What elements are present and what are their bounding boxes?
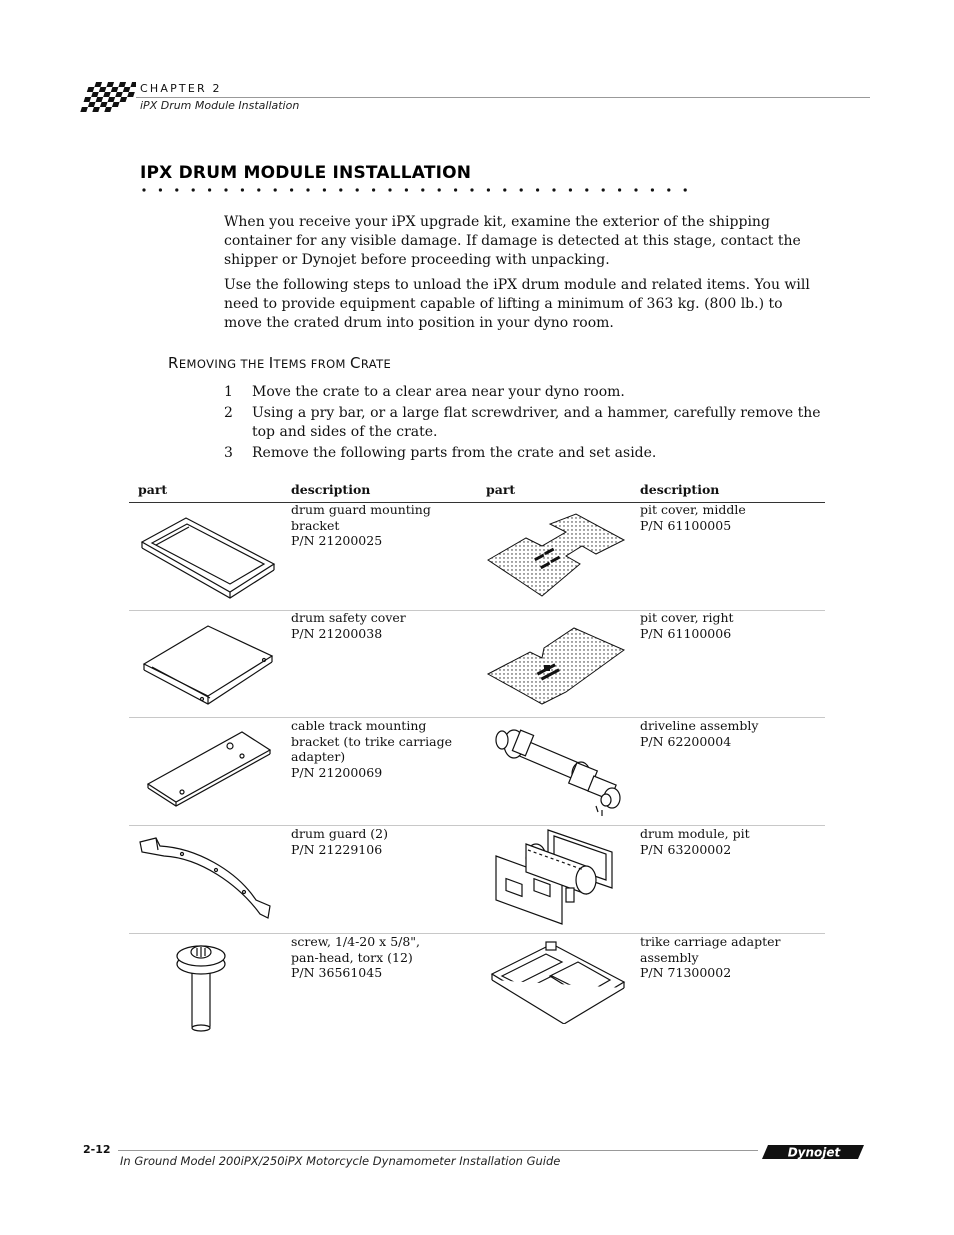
- part-description: screw, 1/4-20 x 5/8", pan-head, torx (12) P/N 36561045: [291, 934, 421, 980]
- drum-module-pit-image: [488, 828, 628, 926]
- drum-guard-image: [136, 834, 276, 924]
- trike-carriage-adapter-image: [488, 940, 628, 1024]
- rule-dot: [372, 188, 375, 191]
- header-rule: [136, 97, 870, 98]
- pit-cover-right-image: [486, 620, 626, 706]
- cable-track-mounting-bracket-image: [138, 726, 278, 810]
- rule-dot: [684, 188, 687, 191]
- rule-dot: [454, 188, 457, 191]
- table-header-description: description: [640, 482, 720, 497]
- rule-dot: [224, 188, 227, 191]
- chapter-subtitle: iPX Drum Module Installation: [140, 99, 300, 112]
- part-description: pit cover, right P/N 61100006: [640, 610, 734, 641]
- intro-paragraph-2: Use the following steps to unload the iPX drum module and related items. You will need to provide equipment capable of lifting a minimum of 363 kg. (800 lb.) to move the crated drum into position in your dyno room.: [224, 277, 810, 331]
- table-header-description: description: [291, 482, 371, 497]
- step-text: Move the crate to a clear area near your dyno room.: [252, 384, 625, 400]
- part-description: trike carriage adapter assembly P/N 71300002: [640, 934, 781, 980]
- rule-dot: [388, 188, 391, 191]
- rule-dot: [438, 188, 441, 191]
- step-number: 2: [224, 405, 233, 421]
- rule-dot: [618, 188, 621, 191]
- section-title: IPX DRUM MODULE INSTALLATION: [140, 163, 472, 183]
- step-text: Remove the following parts from the crate and set aside.: [252, 445, 657, 461]
- driveline-assembly-image: [486, 722, 626, 818]
- pit-cover-middle-image: [486, 512, 626, 598]
- rule-dot: [175, 188, 178, 191]
- part-description: cable track mounting bracket (to trike carriage adapter) P/N 21200069: [291, 718, 452, 780]
- rule-dot: [667, 188, 670, 191]
- drum-safety-cover-image: [138, 620, 278, 708]
- rule-dot: [470, 188, 473, 191]
- rule-dot: [520, 188, 523, 191]
- step-item: [224, 383, 824, 402]
- table-header-part: part: [138, 482, 168, 497]
- drum-guard-mounting-bracket-image: [138, 512, 278, 600]
- svg-text:Dynojet: Dynojet: [787, 1145, 841, 1160]
- rule-dot: [421, 188, 424, 191]
- step-item: [224, 444, 824, 463]
- title-dotted-rule: [142, 187, 688, 193]
- step-text: Using a pry bar, or a large flat screwdriver, and a hammer, carefully remove the top and sides of the crate.: [252, 405, 821, 440]
- rule-dot: [634, 188, 637, 191]
- footer-title: In Ground Model 200iPX/250iPX Motorcycle Dynamometer Installation Guide: [120, 1154, 561, 1168]
- rule-dot: [569, 188, 572, 191]
- rule-dot: [159, 188, 162, 191]
- rule-dot: [306, 188, 309, 191]
- rule-dot: [602, 188, 605, 191]
- dynojet-logo: [760, 1142, 868, 1162]
- part-description: drum safety cover P/N 21200038: [291, 610, 406, 641]
- torx-screw-image: [172, 940, 232, 1032]
- rule-dot: [356, 188, 359, 191]
- chapter-label: CHAPTER 2: [140, 82, 222, 95]
- rule-dot: [192, 188, 195, 191]
- part-description: drum guard (2) P/N 21229106: [291, 826, 389, 857]
- rule-dot: [503, 188, 506, 191]
- part-description: drum guard mounting bracket P/N 21200025: [291, 502, 431, 548]
- rule-dot: [323, 188, 326, 191]
- subsection-heading: REMOVING THE ITEMS FROM CRATE: [168, 354, 392, 372]
- rule-dot: [552, 188, 555, 191]
- rule-dot: [257, 188, 260, 191]
- rule-dot: [651, 188, 654, 191]
- rule-dot: [487, 188, 490, 191]
- step-number: 1: [224, 384, 233, 400]
- rule-dot: [405, 188, 408, 191]
- rule-dot: [241, 188, 244, 191]
- table-header-part: part: [486, 482, 516, 497]
- footer-rule: [118, 1150, 758, 1151]
- rule-dot: [290, 188, 293, 191]
- intro-paragraph-1: When you receive your iPX upgrade kit, examine the exterior of the shipping container for any visible damage. If damage is detected at this stage, contact the shipper or Dynojet before proceeding with unpacking.: [224, 214, 801, 268]
- step-number: 3: [224, 445, 233, 461]
- part-description: drum module, pit P/N 63200002: [640, 826, 750, 857]
- rule-dot: [585, 188, 588, 191]
- steps-list: [224, 383, 824, 465]
- rule-dot: [208, 188, 211, 191]
- page-number: 2-12: [83, 1143, 111, 1156]
- part-description: driveline assembly P/N 62200004: [640, 718, 759, 749]
- rule-dot: [142, 188, 145, 191]
- part-description: pit cover, middle P/N 61100005: [640, 502, 746, 533]
- checkered-flag-icon: [80, 76, 136, 120]
- rule-dot: [274, 188, 277, 191]
- rule-dot: [536, 188, 539, 191]
- rule-dot: [339, 188, 342, 191]
- step-item: [224, 404, 824, 442]
